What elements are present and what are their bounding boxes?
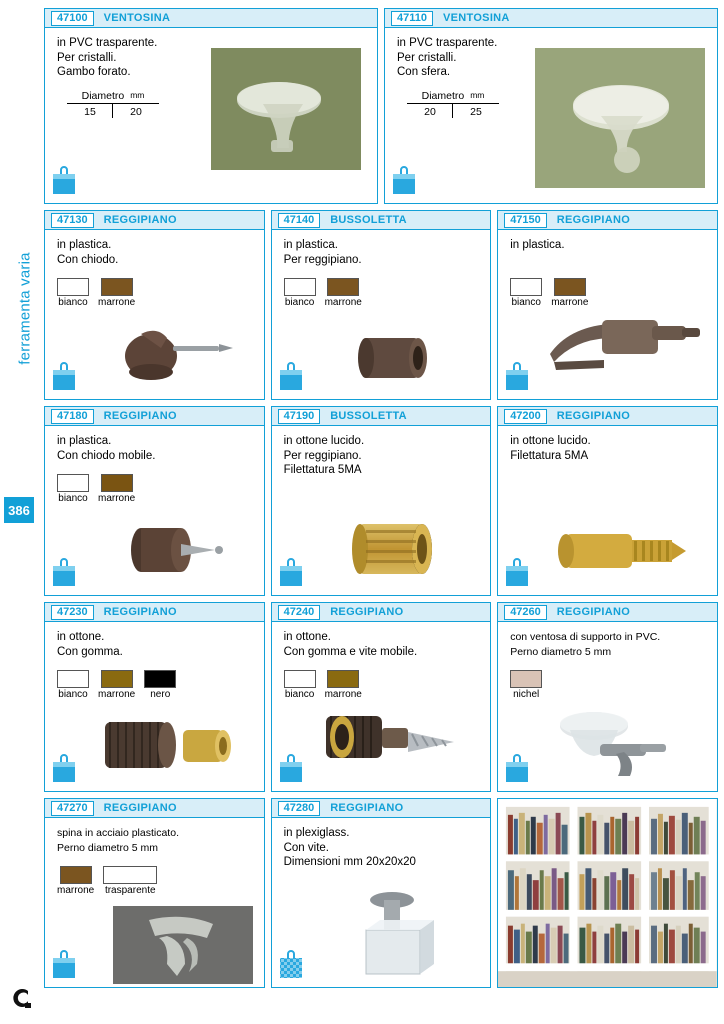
product-description: in PVC trasparente. Per cristalli. Con sfera. <box>397 37 498 78</box>
product-code: 47260 <box>504 605 547 620</box>
swatch-chip <box>554 278 586 296</box>
card-header <box>45 603 264 622</box>
swatch-marrone: marrone <box>98 670 135 700</box>
color-swatches <box>57 474 135 504</box>
product-card-47140[interactable] <box>271 210 492 400</box>
product-code: 47180 <box>51 409 94 424</box>
package-icon <box>51 558 77 588</box>
product-description: spina in acciaio plasticato. Perno diametro 5 mm <box>57 827 179 854</box>
product-name: REGGIPIANO <box>103 606 177 618</box>
swatch-chip <box>101 670 133 688</box>
product-description: in plastica. Con chiodo mobile. <box>57 435 156 462</box>
swatch-marrone: marrone <box>325 670 362 700</box>
swatch-marrone: marrone <box>98 278 135 308</box>
product-photo <box>101 518 251 588</box>
card-body <box>498 622 717 790</box>
card-body <box>272 818 491 986</box>
product-name: REGGIPIANO <box>103 410 177 422</box>
diameter-values: 20 25 <box>407 106 499 118</box>
diameter-table <box>67 90 159 118</box>
swatch-chip <box>144 670 176 688</box>
swatch-chip <box>103 866 157 884</box>
page-number-badge: 386 <box>4 497 34 523</box>
product-description: in plexiglass. Con vite. Dimensioni mm 20x20x20 <box>283 827 416 868</box>
product-name: VENTOSINA <box>103 12 171 24</box>
swatch-bianco: bianco <box>57 670 89 700</box>
diameter-header: Diametro mm <box>67 90 159 104</box>
left-sidebar <box>0 0 38 1024</box>
product-photo <box>334 510 454 590</box>
product-code: 47130 <box>51 213 94 228</box>
product-code: 47270 <box>51 801 94 816</box>
product-description: in ottone. Con gomma e vite mobile. <box>283 631 418 658</box>
diameter-values: 15 20 <box>67 106 159 118</box>
bookshelf-photo <box>498 799 717 987</box>
product-card-47270[interactable] <box>44 798 265 988</box>
color-swatches <box>57 278 135 308</box>
swatch-chip <box>57 278 89 296</box>
card-header <box>385 9 717 28</box>
product-name: REGGIPIANO <box>556 410 631 422</box>
product-photo <box>113 906 253 984</box>
color-swatches <box>284 278 362 308</box>
package-icon <box>51 362 77 392</box>
product-card-47110[interactable] <box>384 8 718 204</box>
card-header <box>272 407 491 426</box>
swatch-chip <box>101 474 133 492</box>
product-card-47280[interactable] <box>271 798 492 988</box>
package-icon <box>391 166 417 196</box>
package-icon <box>504 754 530 784</box>
swatch-chip <box>60 866 92 884</box>
card-header <box>45 211 264 230</box>
card-body <box>272 230 491 398</box>
product-description: in ottone. Con gomma. <box>57 631 123 658</box>
product-description: in ottone lucido. Per reggipiano. Filettatura 5MA <box>283 435 365 476</box>
product-photo <box>103 314 253 394</box>
product-photo <box>334 322 454 394</box>
card-body <box>45 818 264 986</box>
card-header <box>45 407 264 426</box>
product-card-47190[interactable] <box>271 406 492 596</box>
color-swatches <box>57 866 157 896</box>
product-code: 47230 <box>51 605 94 620</box>
swatch-nichel: nichel <box>510 670 542 700</box>
product-photo <box>550 512 710 590</box>
product-card-47240[interactable] <box>271 602 492 792</box>
product-card-47150[interactable] <box>497 210 718 400</box>
card-body <box>45 426 264 594</box>
product-card-47260[interactable] <box>497 602 718 792</box>
swatch-chip <box>101 278 133 296</box>
swatch-chip <box>57 474 89 492</box>
card-body <box>45 230 264 398</box>
bookshelf-photo-card <box>497 798 718 988</box>
card-body <box>272 622 491 790</box>
product-code: 47140 <box>278 213 321 228</box>
package-icon <box>504 362 530 392</box>
swatch-chip <box>327 278 359 296</box>
product-name: REGGIPIANO <box>103 214 177 226</box>
diameter-header: Diametro mm <box>407 90 499 104</box>
product-name: BUSSOLETTA <box>330 214 407 226</box>
card-body <box>45 28 377 202</box>
swatch-marrone: marrone <box>325 278 362 308</box>
product-description: in plastica. <box>510 239 565 251</box>
card-body <box>272 426 491 594</box>
swatch-bianco: bianco <box>284 278 316 308</box>
swatch-bianco: bianco <box>57 474 89 504</box>
product-photo <box>336 886 466 982</box>
product-name: REGGIPIANO <box>556 214 631 226</box>
product-description: in ottone lucido. Filettatura 5MA <box>510 435 591 462</box>
card-header <box>45 799 264 818</box>
card-body <box>498 230 717 398</box>
product-card-47130[interactable] <box>44 210 265 400</box>
package-icon <box>51 754 77 784</box>
product-photo <box>535 48 705 188</box>
color-swatches <box>510 278 588 308</box>
swatch-bianco: bianco <box>284 670 316 700</box>
product-description: in plastica. Con chiodo. <box>57 239 119 266</box>
color-swatches <box>510 670 542 700</box>
product-code: 47280 <box>278 801 321 816</box>
brand-logo-icon <box>8 986 32 1010</box>
product-photo <box>211 48 361 170</box>
card-body <box>498 426 717 594</box>
swatch-marrone: marrone <box>551 278 588 308</box>
product-description: in plastica. Per reggipiano. <box>283 239 362 266</box>
card-header <box>498 603 717 622</box>
product-card-47180[interactable] <box>44 406 265 596</box>
swatch-chip <box>57 670 89 688</box>
swatch-chip <box>510 670 542 688</box>
color-swatches <box>284 670 362 700</box>
product-description: con ventosa di supporto in PVC. Perno diametro 5 mm <box>510 631 661 658</box>
swatch-marrone: marrone <box>98 474 135 504</box>
card-header <box>498 407 717 426</box>
product-name: REGGIPIANO <box>103 802 177 814</box>
product-card-47200[interactable] <box>497 406 718 596</box>
package-icon <box>278 362 304 392</box>
product-code: 47100 <box>51 11 94 26</box>
product-code: 47110 <box>391 11 433 26</box>
swatch-chip <box>284 670 316 688</box>
product-photo <box>540 700 700 786</box>
product-photo <box>312 706 482 788</box>
product-card-47230[interactable] <box>44 602 265 792</box>
color-swatches <box>57 670 176 700</box>
product-code: 47240 <box>278 605 321 620</box>
product-name: BUSSOLETTA <box>330 410 407 422</box>
swatch-chip <box>510 278 542 296</box>
product-code: 47150 <box>504 213 547 228</box>
card-header <box>272 799 491 818</box>
product-photo <box>544 308 714 394</box>
product-name: REGGIPIANO <box>330 802 404 814</box>
swatch-chip <box>327 670 359 688</box>
section-vertical-label: ferramenta varia <box>16 252 34 365</box>
diameter-table <box>407 90 499 118</box>
package-icon <box>278 950 304 980</box>
card-body <box>45 622 264 790</box>
swatch-chip <box>284 278 316 296</box>
package-icon <box>278 558 304 588</box>
package-icon <box>504 558 530 588</box>
product-description: in PVC trasparente. Per cristalli. Gambo forato. <box>57 37 158 78</box>
card-header <box>272 603 491 622</box>
swatch-nero: nero <box>144 670 176 700</box>
card-header <box>272 211 491 230</box>
product-name: VENTOSINA <box>442 12 510 24</box>
swatch-bianco: bianco <box>510 278 542 308</box>
package-icon <box>278 754 304 784</box>
card-header <box>498 211 717 230</box>
product-name: REGGIPIANO <box>556 606 631 618</box>
swatch-trasparente: trasparente <box>103 866 157 896</box>
product-code: 47190 <box>278 409 321 424</box>
package-icon <box>51 166 77 196</box>
card-body <box>385 28 717 202</box>
product-code: 47200 <box>504 409 547 424</box>
swatch-bianco: bianco <box>57 278 89 308</box>
card-header <box>45 9 377 28</box>
swatch-marrone: marrone <box>57 866 94 896</box>
product-photo <box>85 710 245 786</box>
product-grid <box>44 8 718 988</box>
product-name: REGGIPIANO <box>330 606 404 618</box>
package-icon <box>51 950 77 980</box>
product-card-47100[interactable] <box>44 8 378 204</box>
